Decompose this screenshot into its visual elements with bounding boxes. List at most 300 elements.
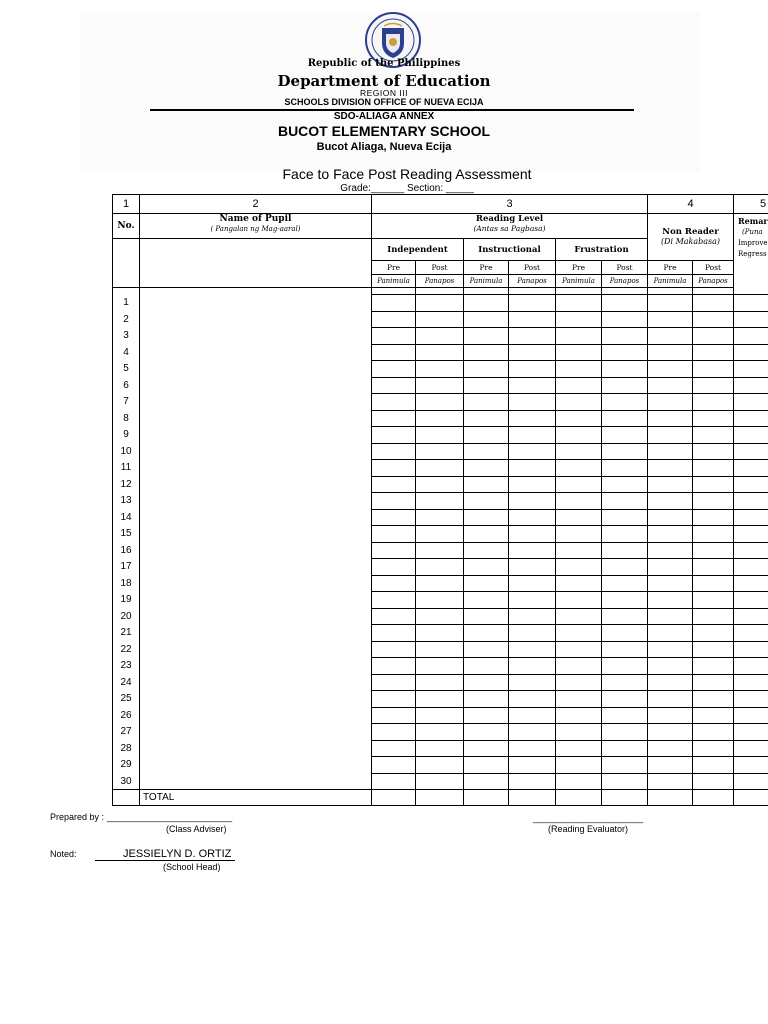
- score-cell[interactable]: [734, 658, 768, 675]
- score-cell[interactable]: [693, 641, 734, 658]
- score-cell[interactable]: [648, 377, 693, 394]
- score-cell[interactable]: [648, 740, 693, 757]
- score-cell[interactable]: [416, 559, 464, 576]
- score-cell[interactable]: [416, 608, 464, 625]
- score-cell[interactable]: [556, 724, 602, 741]
- score-cell[interactable]: [464, 344, 509, 361]
- score-cell[interactable]: [602, 707, 648, 724]
- score-cell[interactable]: [464, 394, 509, 411]
- score-cell[interactable]: [556, 427, 602, 444]
- score-cell[interactable]: [509, 377, 556, 394]
- pupil-name-cell[interactable]: [140, 361, 372, 378]
- score-cell[interactable]: [602, 427, 648, 444]
- score-cell[interactable]: [372, 427, 416, 444]
- pupil-name-cell[interactable]: [140, 641, 372, 658]
- score-cell[interactable]: [509, 443, 556, 460]
- score-cell[interactable]: [602, 443, 648, 460]
- score-cell[interactable]: [693, 674, 734, 691]
- score-cell[interactable]: [734, 509, 768, 526]
- score-cell[interactable]: [734, 773, 768, 790]
- score-cell[interactable]: [416, 625, 464, 642]
- score-cell[interactable]: [372, 526, 416, 543]
- pupil-name-cell[interactable]: [140, 592, 372, 609]
- score-cell[interactable]: [648, 707, 693, 724]
- score-cell[interactable]: [648, 410, 693, 427]
- score-cell[interactable]: [734, 295, 768, 312]
- score-cell[interactable]: [464, 658, 509, 675]
- score-cell[interactable]: [372, 625, 416, 642]
- score-cell[interactable]: [556, 476, 602, 493]
- score-cell[interactable]: [372, 460, 416, 477]
- score-cell[interactable]: [416, 493, 464, 510]
- score-cell[interactable]: [464, 427, 509, 444]
- score-cell[interactable]: [734, 740, 768, 757]
- score-cell[interactable]: [648, 295, 693, 312]
- score-cell[interactable]: [464, 575, 509, 592]
- score-cell[interactable]: [556, 295, 602, 312]
- score-cell[interactable]: [693, 526, 734, 543]
- score-cell[interactable]: [416, 592, 464, 609]
- score-cell[interactable]: [602, 625, 648, 642]
- score-cell[interactable]: [602, 608, 648, 625]
- score-cell[interactable]: [734, 707, 768, 724]
- score-cell[interactable]: [734, 493, 768, 510]
- score-cell[interactable]: [509, 295, 556, 312]
- score-cell[interactable]: [693, 707, 734, 724]
- score-cell[interactable]: [648, 427, 693, 444]
- score-cell[interactable]: [556, 443, 602, 460]
- score-cell[interactable]: [693, 740, 734, 757]
- score-cell[interactable]: [693, 757, 734, 774]
- score-cell[interactable]: [509, 559, 556, 576]
- score-cell[interactable]: [372, 658, 416, 675]
- score-cell[interactable]: [693, 394, 734, 411]
- score-cell[interactable]: [693, 724, 734, 741]
- pupil-name-cell[interactable]: [140, 476, 372, 493]
- score-cell[interactable]: [509, 394, 556, 411]
- pupil-name-cell[interactable]: [140, 625, 372, 642]
- pupil-name-cell[interactable]: [140, 493, 372, 510]
- score-cell[interactable]: [416, 460, 464, 477]
- score-cell[interactable]: [372, 740, 416, 757]
- score-cell[interactable]: [464, 476, 509, 493]
- pupil-name-cell[interactable]: [140, 377, 372, 394]
- score-cell[interactable]: [416, 361, 464, 378]
- score-cell[interactable]: [556, 344, 602, 361]
- score-cell[interactable]: [372, 757, 416, 774]
- score-cell[interactable]: [648, 476, 693, 493]
- score-cell[interactable]: [693, 410, 734, 427]
- score-cell[interactable]: [372, 361, 416, 378]
- score-cell[interactable]: [693, 559, 734, 576]
- pupil-name-cell[interactable]: [140, 295, 372, 312]
- score-cell[interactable]: [648, 757, 693, 774]
- score-cell[interactable]: [509, 344, 556, 361]
- score-cell[interactable]: [556, 773, 602, 790]
- score-cell[interactable]: [734, 526, 768, 543]
- score-cell[interactable]: [416, 526, 464, 543]
- score-cell[interactable]: [602, 724, 648, 741]
- score-cell[interactable]: [648, 460, 693, 477]
- score-cell[interactable]: [693, 592, 734, 609]
- score-cell[interactable]: [693, 311, 734, 328]
- pupil-name-cell[interactable]: [140, 509, 372, 526]
- score-cell[interactable]: [416, 724, 464, 741]
- score-cell[interactable]: [464, 625, 509, 642]
- score-cell[interactable]: [509, 757, 556, 774]
- score-cell[interactable]: [734, 427, 768, 444]
- score-cell[interactable]: [734, 311, 768, 328]
- score-cell[interactable]: [509, 641, 556, 658]
- score-cell[interactable]: [416, 443, 464, 460]
- score-cell[interactable]: [372, 328, 416, 345]
- pupil-name-cell[interactable]: [140, 410, 372, 427]
- score-cell[interactable]: [372, 476, 416, 493]
- score-cell[interactable]: [556, 740, 602, 757]
- score-cell[interactable]: [556, 625, 602, 642]
- score-cell[interactable]: [556, 559, 602, 576]
- score-cell[interactable]: [509, 674, 556, 691]
- score-cell[interactable]: [602, 658, 648, 675]
- score-cell[interactable]: [648, 443, 693, 460]
- prepared-by-line[interactable]: _________________________: [107, 812, 233, 822]
- pupil-name-cell[interactable]: [140, 608, 372, 625]
- score-cell[interactable]: [509, 691, 556, 708]
- score-cell[interactable]: [602, 476, 648, 493]
- pupil-name-cell[interactable]: [140, 740, 372, 757]
- score-cell[interactable]: [648, 608, 693, 625]
- score-cell[interactable]: [416, 394, 464, 411]
- score-cell[interactable]: [556, 410, 602, 427]
- score-cell[interactable]: [693, 344, 734, 361]
- score-cell[interactable]: [693, 509, 734, 526]
- score-cell[interactable]: [556, 328, 602, 345]
- score-cell[interactable]: [602, 592, 648, 609]
- score-cell[interactable]: [556, 394, 602, 411]
- score-cell[interactable]: [556, 592, 602, 609]
- score-cell[interactable]: [648, 773, 693, 790]
- score-cell[interactable]: [602, 509, 648, 526]
- score-cell[interactable]: [372, 295, 416, 312]
- score-cell[interactable]: [734, 377, 768, 394]
- score-cell[interactable]: [509, 328, 556, 345]
- score-cell[interactable]: [509, 460, 556, 477]
- score-cell[interactable]: [372, 493, 416, 510]
- score-cell[interactable]: [602, 493, 648, 510]
- score-cell[interactable]: [464, 757, 509, 774]
- score-cell[interactable]: [556, 542, 602, 559]
- score-cell[interactable]: [416, 509, 464, 526]
- score-cell[interactable]: [602, 328, 648, 345]
- pupil-name-cell[interactable]: [140, 328, 372, 345]
- score-cell[interactable]: [509, 410, 556, 427]
- score-cell[interactable]: [648, 509, 693, 526]
- score-cell[interactable]: [734, 328, 768, 345]
- score-cell[interactable]: [464, 460, 509, 477]
- score-cell[interactable]: [372, 394, 416, 411]
- score-cell[interactable]: [693, 493, 734, 510]
- score-cell[interactable]: [372, 592, 416, 609]
- score-cell[interactable]: [693, 625, 734, 642]
- score-cell[interactable]: [372, 509, 416, 526]
- score-cell[interactable]: [734, 674, 768, 691]
- score-cell[interactable]: [556, 707, 602, 724]
- score-cell[interactable]: [416, 427, 464, 444]
- score-cell[interactable]: [556, 493, 602, 510]
- score-cell[interactable]: [648, 674, 693, 691]
- score-cell[interactable]: [464, 542, 509, 559]
- score-cell[interactable]: [416, 773, 464, 790]
- score-cell[interactable]: [648, 575, 693, 592]
- score-cell[interactable]: [509, 476, 556, 493]
- score-cell[interactable]: [464, 361, 509, 378]
- score-cell[interactable]: [556, 509, 602, 526]
- score-cell[interactable]: [372, 608, 416, 625]
- score-cell[interactable]: [693, 608, 734, 625]
- score-cell[interactable]: [509, 724, 556, 741]
- score-cell[interactable]: [509, 575, 556, 592]
- score-cell[interactable]: [464, 493, 509, 510]
- score-cell[interactable]: [372, 707, 416, 724]
- score-cell[interactable]: [416, 542, 464, 559]
- score-cell[interactable]: [693, 361, 734, 378]
- pupil-name-cell[interactable]: [140, 394, 372, 411]
- score-cell[interactable]: [693, 443, 734, 460]
- score-cell[interactable]: [372, 773, 416, 790]
- score-cell[interactable]: [416, 575, 464, 592]
- score-cell[interactable]: [602, 773, 648, 790]
- score-cell[interactable]: [734, 344, 768, 361]
- score-cell[interactable]: [734, 575, 768, 592]
- score-cell[interactable]: [693, 476, 734, 493]
- pupil-name-cell[interactable]: [140, 773, 372, 790]
- pupil-name-cell[interactable]: [140, 724, 372, 741]
- score-cell[interactable]: [693, 328, 734, 345]
- score-cell[interactable]: [509, 361, 556, 378]
- score-cell[interactable]: [734, 724, 768, 741]
- score-cell[interactable]: [509, 542, 556, 559]
- score-cell[interactable]: [372, 559, 416, 576]
- score-cell[interactable]: [416, 410, 464, 427]
- score-cell[interactable]: [734, 625, 768, 642]
- score-cell[interactable]: [648, 526, 693, 543]
- score-cell[interactable]: [464, 707, 509, 724]
- score-cell[interactable]: [556, 674, 602, 691]
- score-cell[interactable]: [509, 526, 556, 543]
- score-cell[interactable]: [556, 757, 602, 774]
- score-cell[interactable]: [372, 674, 416, 691]
- score-cell[interactable]: [734, 476, 768, 493]
- score-cell[interactable]: [509, 592, 556, 609]
- reading-evaluator-line[interactable]: ______________________: [533, 813, 644, 823]
- score-cell[interactable]: [464, 509, 509, 526]
- score-cell[interactable]: [648, 592, 693, 609]
- score-cell[interactable]: [648, 311, 693, 328]
- score-cell[interactable]: [602, 575, 648, 592]
- score-cell[interactable]: [734, 592, 768, 609]
- score-cell[interactable]: [556, 361, 602, 378]
- score-cell[interactable]: [602, 740, 648, 757]
- score-cell[interactable]: [372, 691, 416, 708]
- score-cell[interactable]: [734, 641, 768, 658]
- score-cell[interactable]: [602, 394, 648, 411]
- score-cell[interactable]: [648, 344, 693, 361]
- score-cell[interactable]: [693, 575, 734, 592]
- score-cell[interactable]: [693, 460, 734, 477]
- score-cell[interactable]: [602, 377, 648, 394]
- score-cell[interactable]: [464, 608, 509, 625]
- score-cell[interactable]: [372, 575, 416, 592]
- score-cell[interactable]: [509, 509, 556, 526]
- score-cell[interactable]: [734, 757, 768, 774]
- score-cell[interactable]: [602, 311, 648, 328]
- score-cell[interactable]: [734, 361, 768, 378]
- score-cell[interactable]: [416, 641, 464, 658]
- pupil-name-cell[interactable]: [140, 575, 372, 592]
- score-cell[interactable]: [556, 608, 602, 625]
- score-cell[interactable]: [416, 757, 464, 774]
- score-cell[interactable]: [556, 311, 602, 328]
- score-cell[interactable]: [693, 377, 734, 394]
- pupil-name-cell[interactable]: [140, 344, 372, 361]
- score-cell[interactable]: [734, 559, 768, 576]
- score-cell[interactable]: [416, 311, 464, 328]
- score-cell[interactable]: [602, 691, 648, 708]
- score-cell[interactable]: [416, 476, 464, 493]
- score-cell[interactable]: [372, 377, 416, 394]
- pupil-name-cell[interactable]: [140, 707, 372, 724]
- score-cell[interactable]: [464, 691, 509, 708]
- score-cell[interactable]: [464, 328, 509, 345]
- score-cell[interactable]: [734, 460, 768, 477]
- score-cell[interactable]: [602, 674, 648, 691]
- score-cell[interactable]: [464, 559, 509, 576]
- score-cell[interactable]: [556, 641, 602, 658]
- score-cell[interactable]: [556, 526, 602, 543]
- score-cell[interactable]: [416, 377, 464, 394]
- score-cell[interactable]: [734, 542, 768, 559]
- score-cell[interactable]: [464, 641, 509, 658]
- score-cell[interactable]: [602, 460, 648, 477]
- pupil-name-cell[interactable]: [140, 542, 372, 559]
- pupil-name-cell[interactable]: [140, 311, 372, 328]
- score-cell[interactable]: [602, 542, 648, 559]
- score-cell[interactable]: [693, 773, 734, 790]
- score-cell[interactable]: [556, 460, 602, 477]
- pupil-name-cell[interactable]: [140, 691, 372, 708]
- score-cell[interactable]: [464, 592, 509, 609]
- score-cell[interactable]: [372, 311, 416, 328]
- score-cell[interactable]: [416, 328, 464, 345]
- score-cell[interactable]: [416, 295, 464, 312]
- score-cell[interactable]: [734, 691, 768, 708]
- score-cell[interactable]: [648, 658, 693, 675]
- score-cell[interactable]: [464, 773, 509, 790]
- score-cell[interactable]: [648, 361, 693, 378]
- score-cell[interactable]: [734, 410, 768, 427]
- score-cell[interactable]: [372, 344, 416, 361]
- score-cell[interactable]: [509, 773, 556, 790]
- score-cell[interactable]: [509, 740, 556, 757]
- score-cell[interactable]: [509, 427, 556, 444]
- score-cell[interactable]: [556, 377, 602, 394]
- score-cell[interactable]: [693, 295, 734, 312]
- score-cell[interactable]: [648, 394, 693, 411]
- score-cell[interactable]: [416, 740, 464, 757]
- score-cell[interactable]: [734, 443, 768, 460]
- pupil-name-cell[interactable]: [140, 757, 372, 774]
- score-cell[interactable]: [509, 707, 556, 724]
- score-cell[interactable]: [602, 410, 648, 427]
- score-cell[interactable]: [464, 311, 509, 328]
- score-cell[interactable]: [416, 707, 464, 724]
- score-cell[interactable]: [602, 757, 648, 774]
- score-cell[interactable]: [372, 410, 416, 427]
- score-cell[interactable]: [464, 443, 509, 460]
- score-cell[interactable]: [464, 410, 509, 427]
- pupil-name-cell[interactable]: [140, 460, 372, 477]
- score-cell[interactable]: [464, 674, 509, 691]
- score-cell[interactable]: [509, 658, 556, 675]
- score-cell[interactable]: [648, 724, 693, 741]
- score-cell[interactable]: [372, 443, 416, 460]
- score-cell[interactable]: [372, 641, 416, 658]
- score-cell[interactable]: [648, 641, 693, 658]
- score-cell[interactable]: [602, 344, 648, 361]
- score-cell[interactable]: [464, 295, 509, 312]
- score-cell[interactable]: [602, 361, 648, 378]
- score-cell[interactable]: [648, 625, 693, 642]
- score-cell[interactable]: [556, 691, 602, 708]
- score-cell[interactable]: [734, 608, 768, 625]
- pupil-name-cell[interactable]: [140, 526, 372, 543]
- score-cell[interactable]: [464, 377, 509, 394]
- pupil-name-cell[interactable]: [140, 559, 372, 576]
- score-cell[interactable]: [416, 344, 464, 361]
- score-cell[interactable]: [602, 526, 648, 543]
- score-cell[interactable]: [693, 542, 734, 559]
- score-cell[interactable]: [693, 658, 734, 675]
- pupil-name-cell[interactable]: [140, 443, 372, 460]
- score-cell[interactable]: [648, 559, 693, 576]
- score-cell[interactable]: [464, 526, 509, 543]
- score-cell[interactable]: [509, 311, 556, 328]
- score-cell[interactable]: [416, 658, 464, 675]
- score-cell[interactable]: [648, 691, 693, 708]
- score-cell[interactable]: [693, 691, 734, 708]
- score-cell[interactable]: [372, 724, 416, 741]
- score-cell[interactable]: [648, 493, 693, 510]
- score-cell[interactable]: [602, 641, 648, 658]
- score-cell[interactable]: [416, 674, 464, 691]
- score-cell[interactable]: [416, 691, 464, 708]
- score-cell[interactable]: [509, 608, 556, 625]
- score-cell[interactable]: [693, 427, 734, 444]
- score-cell[interactable]: [509, 625, 556, 642]
- pupil-name-cell[interactable]: [140, 427, 372, 444]
- score-cell[interactable]: [509, 493, 556, 510]
- score-cell[interactable]: [648, 328, 693, 345]
- score-cell[interactable]: [556, 658, 602, 675]
- score-cell[interactable]: [464, 740, 509, 757]
- pupil-name-cell[interactable]: [140, 658, 372, 675]
- score-cell[interactable]: [372, 542, 416, 559]
- score-cell[interactable]: [602, 559, 648, 576]
- score-cell[interactable]: [648, 542, 693, 559]
- score-cell[interactable]: [556, 575, 602, 592]
- score-cell[interactable]: [734, 394, 768, 411]
- pupil-name-cell[interactable]: [140, 674, 372, 691]
